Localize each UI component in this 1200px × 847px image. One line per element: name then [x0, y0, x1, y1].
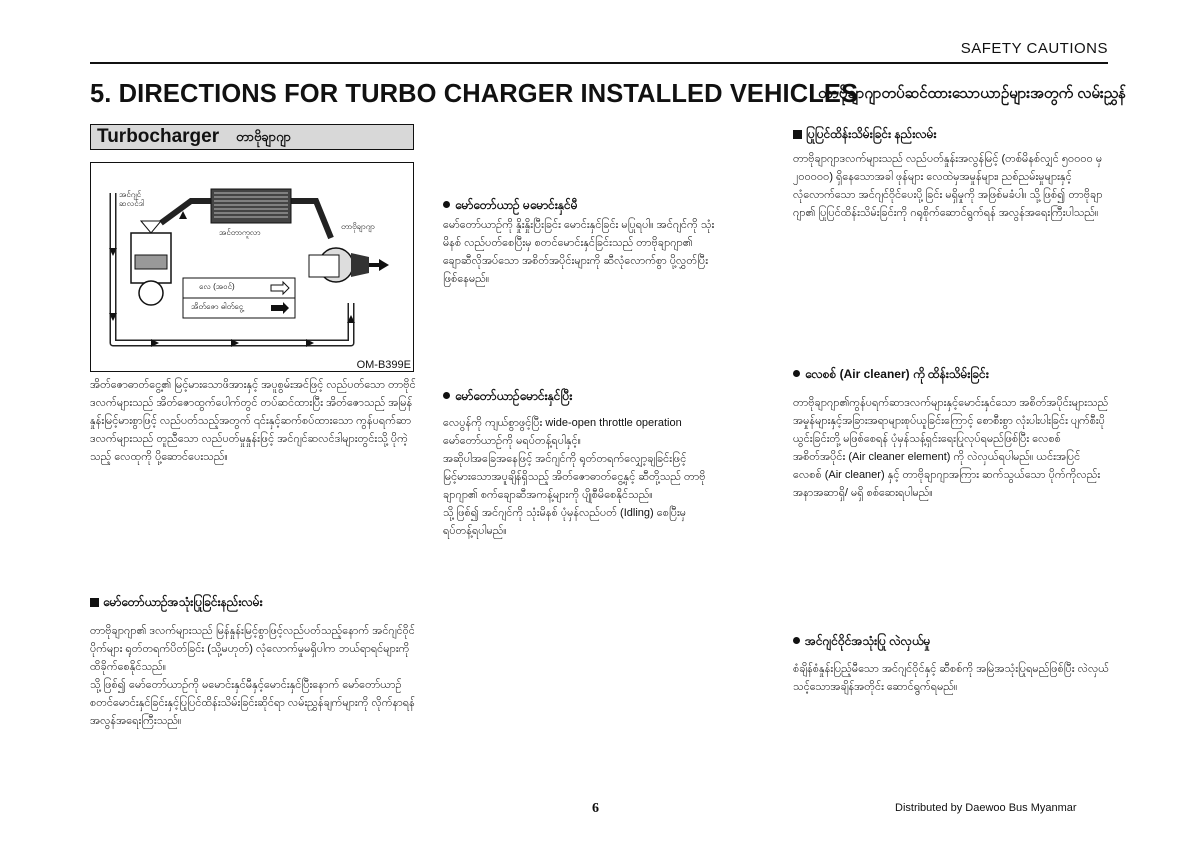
- middle-section1-heading: [443, 197, 578, 215]
- turbo-outlet: [351, 253, 369, 277]
- right-section2-heading: [793, 366, 989, 384]
- right-section3-paragraph: စံချိန်စံနှုန်းပြည့်မီသော အင်ဂျင်ဝိုင်နှင့် ဆီစစ်ကို အမြဲအသုံးပြုရမည်ဖြစ်ပြီး လဲလှယ်သင့်သောအချိန်အတိုင်း ဆောင်ရွက်ရမည်။: [793, 663, 1109, 693]
- turbocharger-diagram: [90, 162, 414, 372]
- turbocharger-heading-my: တာဗိုချာဂျာ: [236, 129, 291, 144]
- right-section1-paragraph: တာဗိုချာဂျာဒလက်များသည် လည်ပတ်နှုန်းအလွန်မြင့် (တစ်မိနစ်လျှင် ၅၀၀၀၀ မှ ၂၀၀၀၀၀) ရှိနေသောအခါ ဖုန်များ လေထဲမှအမှုန်များ၊ ညစ်ညမ်းမှုများနှင့် လုံလောက်သော အင်ဂျင်ဝိုင်ပေးပို့ခြင်း မရှိမှုကို အဖြစ်မခံပါ။ သို့ဖြစ်၍ တာဗိုချာဂျာ၏ ပြုပြင်ထိန်းသိမ်းခြင်းကို ဂရုစိုက်ဆောင်ရွက်ရန် အလွန်အရေးကြီးပါသည်။: [793, 153, 1103, 219]
- left-section-heading: [90, 594, 263, 612]
- upper-duct-right: [291, 201, 331, 238]
- left-intro-text: [90, 376, 420, 466]
- bullet-icon: [793, 637, 800, 644]
- intercooler-block: [211, 189, 291, 223]
- left-section-paragraph-2: သို့ဖြစ်၍ မော်တော်ယာဉ်ကို မမောင်းနှင်မီနှင့်မောင်းနှင်ပြီးနောက် မော်တော်ယာဉ်စတင်မောင်းနှင်ခြင်းနှင့်ပြုပြင်ထိန်းသိမ်းခြင်းဆိုင်ရာ လမ်းညွှန်ချက်များကို လိုက်နာရန်အလွန်အရေးကြီးသည်။: [90, 679, 415, 727]
- section-label: SAFETY CAUTIONS: [960, 40, 1108, 57]
- legend-air-label: လေ (အဝင်): [199, 282, 235, 291]
- right-section3-heading-text: အင်ဂျင်ဝိုင်အသုံးပြု လဲလှယ်မှု: [805, 634, 931, 648]
- engine-piston: [135, 255, 167, 269]
- turbocharger-heading-en: Turbocharger: [97, 126, 220, 147]
- left-section-body: [90, 622, 420, 730]
- header-divider: [90, 62, 1108, 64]
- middle-section2-paragraph-3: သို့ဖြစ်၍ အင်ဂျင်ကို သုံးမိနစ် ပုံမှန်လည်ပတ် (Idling) စေပြီးမှ ရပ်တန့်ရပါမည်။: [443, 507, 687, 537]
- right-section1-heading: [793, 126, 937, 144]
- middle-section2-paragraph-2: အဆိုပါအခြေအနေဖြင့် အင်ဂျင်ကို ရုတ်တရက်လျှော့ချခြင်းဖြင့် မြင့်မားသောအပူချိန်ရှိသည့် အိတ်ဇောဓာတ်ငွေ့နှင့် ဆီတို့သည် တာဗိုချာဂျာ၏ စက်ချောဆီအကန့်များကို ပျိုစီမိစေနိုင်သည်။: [443, 453, 706, 501]
- middle-section1-heading-text: မော်တော်ယာဉ် မမောင်းနှင်မီ: [455, 198, 578, 212]
- intro-paragraph: အိတ်ဇောဓာတ်ငွေ့၏ မြင့်မားသောဖိအားနှင့် အပူစွမ်းအင်ဖြင့် လည်ပတ်သော တာဗိုင်ဒလက်များသည် အိတ်ဇောထွက်ပေါက်တွင် တပ်ဆင်ထားပြီး အိတ်ဇောသည် အမြန်နှုန်းမြင့်မားစွာဖြင့် လည်ပတ်သည့်အတွက် ၎င်းနှင့်ဆက်စပ်ထားသော ကွန်ပရက်ဆာဒလက်များသည် တူညီသော လည်ပတ်မှုနှုန်းဖြင့် အင်ဂျင်ဆလင်ဒါများတွင်းသို့ ပိုကဲ့သည့် လေထုကို ပို့ဆောင်ပေးသည်။: [90, 379, 416, 463]
- middle-section2-heading-text: မော်တော်ယာဉ်မောင်းနှင်ပြီး: [455, 389, 573, 403]
- turbocharger-heading: [90, 124, 414, 150]
- right-section1-body: [793, 150, 1111, 222]
- right-section3-body: [793, 660, 1111, 696]
- turbo-label: တာဗိုချာဂျာ: [341, 222, 375, 231]
- middle-section2-heading: [443, 388, 572, 406]
- page-number: 6: [592, 801, 599, 816]
- middle-section2-paragraph-1: လေပွန်ကို ကျယ်စွာဖွင့်ပြီး wide-open throttle operation မော်တော်ယာဉ်ကို မရပ်တန့်ရပါနှင့်။: [443, 417, 682, 447]
- distributor-note: Distributed by Daewoo Bus Myanmar: [895, 802, 1077, 814]
- middle-section1-body: [443, 216, 715, 288]
- right-section3-heading: [793, 633, 930, 651]
- exhaust-out-arrow: [379, 259, 389, 271]
- page-title: 5. DIRECTIONS FOR TURBO CHARGER INSTALLED VEHICLES: [90, 80, 859, 108]
- square-bullet-icon: [793, 130, 802, 139]
- intercooler-fins: [214, 193, 288, 217]
- left-section-heading-text: မော်တော်ယာဉ်အသုံးပြုခြင်းနည်းလမ်း: [103, 595, 263, 609]
- right-section1-heading-text: ပြုပြင်ထိန်းသိမ်းခြင်း နည်းလမ်း: [806, 127, 937, 141]
- right-section2-heading-text: လေစစ် (Air cleaner) ကို ထိန်းသိမ်းခြင်း: [805, 367, 989, 381]
- engine-crank: [139, 281, 163, 305]
- right-section2-paragraph: တာဗိုချာဂျာ၏ကွန်ပရက်ဆာဒလက်များနှင့်မောင်းနှင်သော အစိတ်အပိုင်းများသည် အမှုန်များနှင့်အခြားအရာများစုပ်ယူခြင်းကြောင့် စောစီးစွာ လုံးပါးပါးခြင်း ပျက်စီးပိုယွင်းခြင်းတို့ မဖြစ်စေရန် ပုံမှန်သန့်ရှင်းရေးပြုလုပ်ရမည်ဖြစ်ပြီး လေစစ်အစိတ်အပိုင်း (Air cleaner element) ကို လဲလှယ်ရပါမည်။ ယင်းအပြင် လေစစ် (Air cleaner) နှင့် တာဗိုချာဂျာအကြား ဆက်သွယ်သော ပိုက်ကိုလည်း အနာအဆာရှိ/ မရှိ စစ်ဆေးရပါမည်။: [793, 397, 1109, 499]
- engine-valve: [141, 221, 161, 233]
- engine-label: အင်ဂျင် ဆလင်ဒါ: [119, 190, 145, 208]
- middle-section2-body: [443, 414, 715, 540]
- left-section-paragraph-1: တာဗိုချာဂျာ၏ ဒလက်များသည် မြန်နှုန်းမြင့်စွာဖြင့်လည်ပတ်သည့်နောက် အင်ဂျင်ဝိုင်ပိုက်များ ရုတ်တရက်ပိတ်ခြင်း (သို့မဟုတ်) လုံလောက်မှုမရှိပါက ဘယ်ရာရင်များကို ထိခိုက်စေနိုင်သည်။: [90, 625, 415, 673]
- bullet-icon: [443, 201, 450, 208]
- turbo-compressor: [309, 255, 339, 277]
- middle-section1-paragraph: မော်တော်ယာဉ်ကို နှိုးနှိုးပြီးခြင်း မောင်းနှင်ခြင်း မပြုရပါ။ အင်ဂျင်ကို သုံးမိနစ် လည်ပတ်စေပြီးမှ စတင်မောင်းနှင်ခြင်းသည် တာဗိုချာဂျာ၏ ချောဆီလိုအပ်သော အစိတ်အပိုင်းများကို ဆီလုံလောက်စွာ ပို့လွှတ်ပြီးဖြစ်နေမည်။: [443, 219, 715, 285]
- page-title-burmese: တာဗိုချာဂျာတပ်ဆင်ထားသောယာဉ်များအတွက် လမ်းညွှန်: [818, 85, 1127, 102]
- bullet-icon: [793, 370, 800, 377]
- legend-exhaust-label: အိတ်ဇော ဓါတ်ငွေ့: [191, 302, 244, 311]
- diagram-code: OM-B399E: [356, 359, 411, 371]
- right-section2-body: [793, 394, 1111, 502]
- upper-duct-left: [161, 201, 211, 223]
- intercooler-label: အင်တာကူလာ: [219, 228, 261, 237]
- bullet-icon: [443, 392, 450, 399]
- square-bullet-icon: [90, 598, 99, 607]
